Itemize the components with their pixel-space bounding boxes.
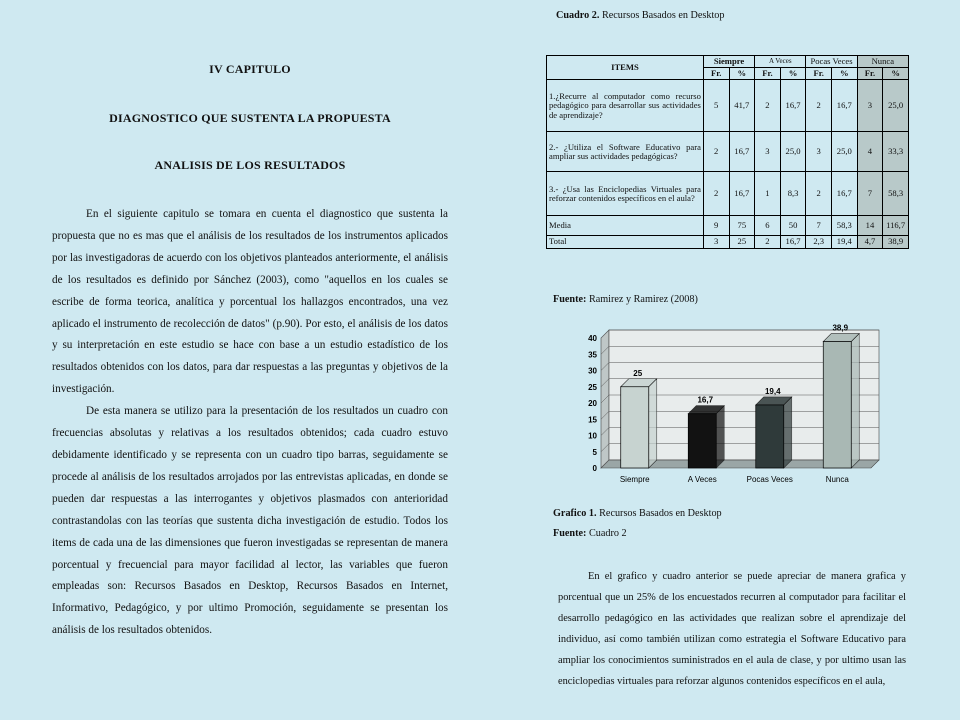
x-tick-label: Pocas Veces	[746, 475, 793, 484]
cell: 2	[703, 172, 729, 216]
cell: 25,0	[883, 80, 909, 132]
cell: 58,3	[883, 172, 909, 216]
table-row-media	[547, 216, 909, 236]
sub-fr: Fr.	[806, 68, 832, 80]
cell: 2	[806, 172, 832, 216]
bar-value-label: 25	[633, 368, 643, 378]
bar	[688, 414, 716, 468]
cell: 4,7	[857, 236, 883, 248]
cell: 2	[703, 132, 729, 172]
cell: 3	[806, 132, 832, 172]
table-source-text: Ramirez y Ramirez (2008)	[588, 294, 698, 305]
row-item: 1.¿Recurre al computador como recurso pedagógico para desarrollar sus actividades de aprendizaje?	[547, 80, 704, 132]
cell: 16,7	[780, 80, 806, 132]
table-source	[553, 294, 698, 305]
x-tick-label: A Veces	[687, 475, 717, 484]
table-row	[547, 172, 909, 216]
cell: 5	[703, 80, 729, 132]
y-tick-label: 0	[592, 464, 597, 473]
sub-pct: %	[832, 68, 858, 80]
bar-chart	[556, 318, 886, 498]
cell: 58,3	[832, 216, 858, 236]
cell: 75	[729, 216, 755, 236]
cell: 16,7	[832, 172, 858, 216]
sub-pct: %	[729, 68, 755, 80]
table-row	[547, 80, 909, 132]
items-header: ITEMS	[547, 56, 704, 80]
bar-side	[851, 334, 859, 468]
y-tick-label: 35	[588, 350, 597, 360]
table-header-row	[547, 56, 909, 68]
figure-caption-text: Recursos Basados en Desktop	[599, 508, 722, 519]
bar-value-label: 19,4	[764, 386, 781, 396]
cell: 2,3	[806, 236, 832, 248]
paragraph-2: De esta manera se utilizo para la presentación de los resultados un cuadro con frecuencias absolutas y relativas a los resultados obtenidos; cada cuadro estuvo debidamente identificado y se representa con un cuadro tipo barras, seguidamente se procede al análisis de los resultados arrojados por las entrevistas aplicadas, en donde se pueden dar respuestas a las interrogantes y objetivos plasmados con anterioridad contrastandolas con las teorías que sustenta dicha investigación de estudio. Todos los items de cada una de las dimensiones que fueron investigadas se representan de manera porcentual y frecuencial para mayor facilidad al lector, las variables que fueron empleadas son: Recursos Basados en Desktop, Recursos Basados en Internet, Informativo, Pedagógico, y por ultimo Promoción, seguidamente se presentan los análisis de los resultados obtenidos.	[52, 405, 448, 637]
sub-pct: %	[883, 68, 909, 80]
cell: 3	[703, 236, 729, 248]
survey-table	[546, 55, 909, 249]
bar-side	[784, 397, 792, 468]
y-tick-label: 40	[588, 334, 597, 343]
col-header-a-veces: A Veces	[755, 56, 806, 68]
cell: 50	[780, 216, 806, 236]
cell: 116,7	[883, 216, 909, 236]
y-tick-label: 10	[588, 431, 597, 441]
bar	[621, 387, 649, 468]
table-row	[547, 132, 909, 172]
cell: 25	[729, 236, 755, 248]
x-tick-label: Siempre	[619, 475, 650, 484]
figure-caption-label: Grafico 1.	[553, 508, 597, 519]
bar-value-label: 16,7	[697, 395, 714, 405]
cell: 25,0	[780, 132, 806, 172]
cell: 16,7	[780, 236, 806, 248]
right-body-text	[558, 566, 906, 692]
sub-fr: Fr.	[703, 68, 729, 80]
row-item: 3.- ¿Usa las Enciclopedias Virtuales para reforzar contenidos específicos en el aula?	[547, 172, 704, 216]
y-tick-label: 25	[588, 382, 597, 392]
cell: 9	[703, 216, 729, 236]
subtitle-heading: DIAGNOSTICO QUE SUSTENTA LA PROPUESTA	[109, 111, 391, 125]
cell: 4	[857, 132, 883, 172]
table-caption-label: Cuadro 2.	[556, 10, 600, 21]
row-item: Total	[547, 236, 704, 248]
figure-source	[553, 528, 627, 539]
y-tick-label: 30	[588, 366, 597, 376]
x-tick-label: Nunca	[825, 475, 849, 484]
cell: 2	[755, 236, 781, 248]
table-caption-text: Recursos Basados en Desktop	[601, 10, 725, 21]
row-item: 2.- ¿Utiliza el Software Educativo para ampliar sus actividades pedagógicas?	[547, 132, 704, 172]
sub-fr: Fr.	[857, 68, 883, 80]
section-heading: ANALISIS DE LOS RESULTADOS	[154, 158, 346, 172]
cell: 3	[857, 80, 883, 132]
cell: 19,4	[832, 236, 858, 248]
bar-side	[649, 379, 657, 468]
cell: 2	[755, 80, 781, 132]
table-row-total	[547, 236, 909, 248]
cell: 3	[755, 132, 781, 172]
bar	[756, 405, 784, 468]
sub-pct: %	[780, 68, 806, 80]
col-header-pocas-veces: Pocas Veces	[806, 56, 857, 68]
row-item: Media	[547, 216, 704, 236]
bar-side	[716, 406, 724, 468]
cell: 16,7	[832, 80, 858, 132]
cell: 8,3	[780, 172, 806, 216]
figure-source-label: Fuente:	[553, 528, 587, 539]
bar	[823, 342, 851, 468]
y-tick-label: 15	[588, 415, 597, 425]
cell: 7	[806, 216, 832, 236]
sub-fr: Fr.	[755, 68, 781, 80]
table-caption	[556, 10, 724, 21]
cell: 6	[755, 216, 781, 236]
body-text	[52, 204, 448, 642]
cell: 33,3	[883, 132, 909, 172]
cell: 1	[755, 172, 781, 216]
y-tick-label: 5	[592, 447, 597, 457]
y-tick-label: 20	[588, 399, 597, 408]
cell: 16,7	[729, 172, 755, 216]
cell: 38,9	[883, 236, 909, 248]
chapter-heading: IV CAPITULO	[209, 62, 291, 76]
cell: 25,0	[832, 132, 858, 172]
figure-caption	[553, 508, 722, 519]
col-header-nunca: Nunca	[857, 56, 908, 68]
cell: 2	[806, 80, 832, 132]
table-source-label: Fuente:	[553, 294, 587, 305]
analysis-paragraph: En el grafico y cuadro anterior se puede apreciar de manera grafica y porcentual que un 25% de los encuestados recurren al computador para facilitar el desarrollo pedagógico en las actividades que realizan sobre el aprendizaje del individuo, así como también utilizan como estrategia el Software Educativo para ampliar los conocimientos suministrados en el aula de clase, y por ultimo usan las enciclopedias virtuales para reforzar algunos contenidos específicos en el aula,	[558, 571, 906, 687]
cell: 14	[857, 216, 883, 236]
cell: 41,7	[729, 80, 755, 132]
cell: 16,7	[729, 132, 755, 172]
cell: 7	[857, 172, 883, 216]
bar-value-label: 38,9	[832, 323, 849, 333]
col-header-siempre: Siempre	[703, 56, 754, 68]
paragraph-1: En el siguiente capitulo se tomara en cuenta el diagnostico que sustenta la propuesta que no es mas que el análisis de los resultados de los instrumentos aplicados por las investigadoras de acuerdo con los objetivos planteados anteriormente, el análisis de los resultados es definido por Sánchez (2003), como "aquellos en los cuales se escribe de forma teorica, analítica y porcentual los hallazgos encontrados, una vez aplicado el instrumento de recolección de datos" (p.90). Por esto, el análisis de los datos y su interpretación en este estudio se hace con base a un estudio estadístico de los resultados obtenidos con los datos, para dar respuestas a las preguntas y objetivos de la investigación.	[52, 208, 448, 396]
figure-source-text: Cuadro 2	[588, 528, 627, 539]
